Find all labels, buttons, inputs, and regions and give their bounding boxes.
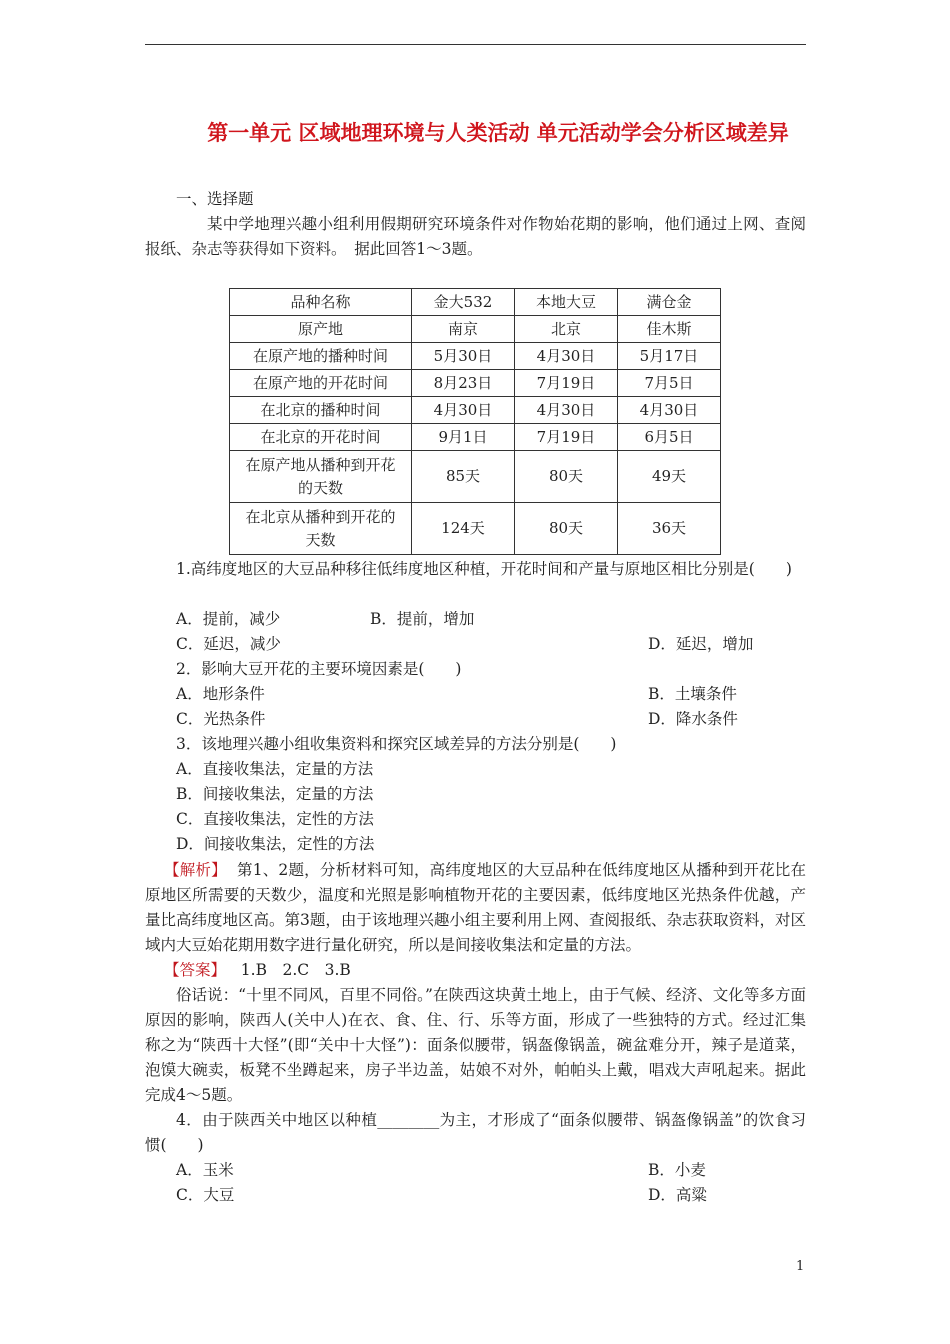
table-cell: 9月1日 xyxy=(412,424,515,451)
section-heading: 一、选择题 xyxy=(176,190,254,208)
q2-option-a: A．地形条件 xyxy=(176,685,265,703)
analysis-paragraph xyxy=(145,858,806,958)
answer-text: 1.B 2.C 3.B xyxy=(240,961,351,979)
table-header-cell: 满仓金 xyxy=(618,289,721,316)
table-cell: 在北京的开花时间 xyxy=(230,424,412,451)
table-cell: 佳木斯 xyxy=(618,316,721,343)
table-cell: 80天 xyxy=(515,451,618,503)
answer-line xyxy=(164,958,351,983)
header-rule xyxy=(145,44,806,45)
table-cell: 5月17日 xyxy=(618,343,721,370)
page-title: 第一单元 区域地理环境与人类活动 单元活动学会分析区域差异 xyxy=(207,121,789,145)
table-cell: 在原产地的播种时间 xyxy=(230,343,412,370)
question-3-stem: 3．该地理兴趣小组收集资料和探究区域差异的方法分别是( ) xyxy=(176,735,617,753)
table-cell: 在原产地的开花时间 xyxy=(230,370,412,397)
q4-option-d: D．高粱 xyxy=(648,1186,707,1204)
table-cell: 原产地 xyxy=(230,316,412,343)
question-2-stem: 2．影响大豆开花的主要环境因素是( ) xyxy=(176,660,462,678)
q3-option-d: D．间接收集法，定性的方法 xyxy=(176,835,375,853)
intro-paragraph-1: 某中学地理兴趣小组利用假期研究环境条件对作物始花期的影响，他们通过上网、查阅报纸、杂志等获得如下资料。 据此回答1～3题。 xyxy=(145,215,806,258)
table-cell: 在北京从播种到开花的天数 xyxy=(230,503,412,555)
table-cell: 124天 xyxy=(412,503,515,555)
q3-option-c: C．直接收集法，定性的方法 xyxy=(176,810,374,828)
q4-option-b: B．小麦 xyxy=(648,1161,706,1179)
q1-option-a: A．提前，减少 xyxy=(176,610,281,628)
table-cell: 南京 xyxy=(412,316,515,343)
table-cell: 4月30日 xyxy=(515,397,618,424)
table-cell: 7月5日 xyxy=(618,370,721,397)
answer-tag: 【答案】 xyxy=(164,961,227,979)
table-row xyxy=(230,503,721,555)
q2-option-d: D．降水条件 xyxy=(648,710,738,728)
soybean-table xyxy=(229,288,721,555)
table-cell: 北京 xyxy=(515,316,618,343)
table-row xyxy=(230,424,721,451)
table-cell: 49天 xyxy=(618,451,721,503)
table-header-cell: 本地大豆 xyxy=(515,289,618,316)
table-cell: 7月19日 xyxy=(515,424,618,451)
q4-option-c: C．大豆 xyxy=(176,1186,235,1204)
q3-option-b: B．间接收集法，定量的方法 xyxy=(176,785,374,803)
question-1-stem: 1.高纬度地区的大豆品种移往低纬度地区种植，开花时间和产量与原地区相比分别是( ) xyxy=(176,560,792,578)
table-row xyxy=(230,451,721,503)
table-cell: 5月30日 xyxy=(412,343,515,370)
question-4-stem: 4．由于陕西关中地区以种植________为主，才形成了“面条似腰带、锅盔像锅盖”的饮食习惯( ) xyxy=(145,1111,806,1154)
q2-option-b: B．土壤条件 xyxy=(648,685,737,703)
page-number: 1 xyxy=(796,1259,805,1274)
q2-option-c: C．光热条件 xyxy=(176,710,266,728)
q1-option-c: C．延迟，减少 xyxy=(176,635,281,653)
table-cell: 4月30日 xyxy=(412,397,515,424)
table-row xyxy=(230,397,721,424)
table-row xyxy=(230,343,721,370)
q1-option-b: B．提前，增加 xyxy=(370,610,475,628)
table-row xyxy=(230,370,721,397)
table-cell: 8月23日 xyxy=(412,370,515,397)
table-cell: 6月5日 xyxy=(618,424,721,451)
q4-option-a: A．玉米 xyxy=(176,1161,234,1179)
table-cell: 80天 xyxy=(515,503,618,555)
analysis-text: 第1、2题，分析材料可知，高纬度地区的大豆品种在低纬度地区从播种到开花比在原地区所需要的天数少，温度和光照是影响植物开花的主要因素，低纬度地区光热条件优越，产量比高纬度地区高。第3题，由于该地理兴趣小组主要利用上网、查阅报纸、杂志获取资料，对区域内大豆始花期用数字进行量化研究，所以是间接收集法和定量的方法。 xyxy=(145,861,806,954)
table-cell: 7月19日 xyxy=(515,370,618,397)
table-cell: 4月30日 xyxy=(618,397,721,424)
table-cell: 在原产地从播种到开花的天数 xyxy=(230,451,412,503)
q1-option-d: D．延迟，增加 xyxy=(648,635,754,653)
table-cell: 在北京的播种时间 xyxy=(230,397,412,424)
table-header-cell: 金大532 xyxy=(412,289,515,316)
table-cell: 36天 xyxy=(618,503,721,555)
table-cell: 85天 xyxy=(412,451,515,503)
table-header-cell: 品种名称 xyxy=(230,289,412,316)
table-row xyxy=(230,316,721,343)
table-header-row xyxy=(230,289,721,316)
analysis-tag: 【解析】 xyxy=(164,861,227,879)
intro-paragraph-2: 俗话说：“十里不同风，百里不同俗。”在陕西这块黄土地上，由于气候、经济、文化等多方面原因的影响，陕西人(关中人)在衣、食、住、行、乐等方面，形成了一些独特的方式。经过汇集称之为“陕西十大怪”(即“关中十大怪”)：面条似腰带，锅盔像锅盖，碗盆难分开，辣子是道菜，泡馍大碗卖，板凳不坐蹲起来，房子半边盖，姑娘不对外，帕帕头上戴，唱戏大声吼起来。据此完成4～5题。 xyxy=(145,986,806,1104)
table-cell: 4月30日 xyxy=(515,343,618,370)
q3-option-a: A．直接收集法，定量的方法 xyxy=(176,760,374,778)
